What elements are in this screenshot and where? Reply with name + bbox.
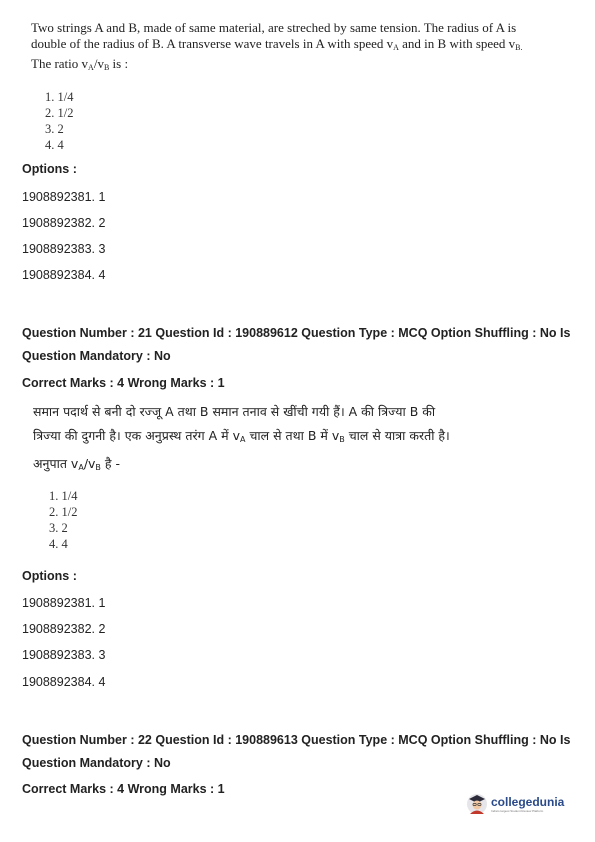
q22-marks: Correct Marks : 4 Wrong Marks : 1 [22, 782, 225, 796]
q20-option-2: 2. 1/2 [45, 106, 74, 120]
q21-header-line-2: Question Mandatory : No [22, 349, 171, 363]
q21-option-4: 4. 4 [49, 537, 68, 551]
q21-marks: Correct Marks : 4 Wrong Marks : 1 [22, 376, 225, 390]
q21-options-label: Options : [22, 569, 77, 583]
q21-option-3: 3. 2 [49, 521, 68, 535]
q21-option-2: 2. 1/2 [49, 505, 78, 519]
q20-option-1: 1. 1/4 [45, 90, 74, 104]
collegedunia-logo [466, 793, 564, 815]
q22-header-line-2: Question Mandatory : No [22, 756, 171, 770]
q21-option-id-3: 1908892383. 3 [22, 648, 106, 662]
q20-text-line-2: double of the radius of B. A transverse wave travels in A with speed $v_A$ and in B with speed $v_{B.}$ [31, 36, 523, 52]
q21-hindi-line-2: त्रिज्या की दुगनी है। एक अनुप्रस्थ तरंग A में $v_A$ चाल से तथा B में $v_B$ चाल से यात्रा करती है। [33, 428, 450, 444]
q21-option-1: 1. 1/4 [49, 489, 78, 503]
q21-header-line-1: Question Number : 21 Question Id : 190889612 Question Type : MCQ Option Shuffling : No Is [22, 326, 571, 340]
q20-option-id-2: 1908892382. 2 [22, 216, 106, 230]
q22-header-line-1: Question Number : 22 Question Id : 190889613 Question Type : MCQ Option Shuffling : No Is [22, 733, 571, 747]
q21-option-id-1: 1908892381. 1 [22, 596, 106, 610]
q20-option-3: 3. 2 [45, 122, 64, 136]
q21-question-text-hindi [33, 400, 450, 480]
q21-option-id-4: 1908892384. 4 [22, 675, 106, 689]
logo-wordmark: collegedunia [491, 795, 565, 809]
q20-text-line-3: The ratio $v_A/v_B$ is : [31, 56, 129, 72]
q21-hindi-line-3: अनुपात $v_A/v_B$ है - [33, 456, 121, 472]
q20-option-id-4: 1908892384. 4 [22, 268, 106, 282]
q20-option-id-3: 1908892383. 3 [22, 242, 106, 256]
q20-question-text [31, 20, 523, 76]
q20-option-list [45, 89, 73, 153]
logo-tagline: India's largest Student Review Platform [491, 809, 544, 813]
q21-option-list [49, 488, 77, 552]
graduate-avatar-icon [466, 793, 488, 815]
q20-options-label: Options : [22, 162, 77, 176]
q20-text-line-1: Two strings A and B, made of same material, are streched by same tension. The radius of A is [31, 20, 517, 35]
q21-hindi-line-1: समान पदार्थ से बनी दो रज्जू A तथा B समान तनाव से खींची गयी हैं। A की त्रिज्या B की [33, 404, 436, 419]
q21-option-id-2: 1908892382. 2 [22, 622, 106, 636]
q20-option-id-1: 1908892381. 1 [22, 190, 106, 204]
q20-option-4: 4. 4 [45, 138, 64, 152]
